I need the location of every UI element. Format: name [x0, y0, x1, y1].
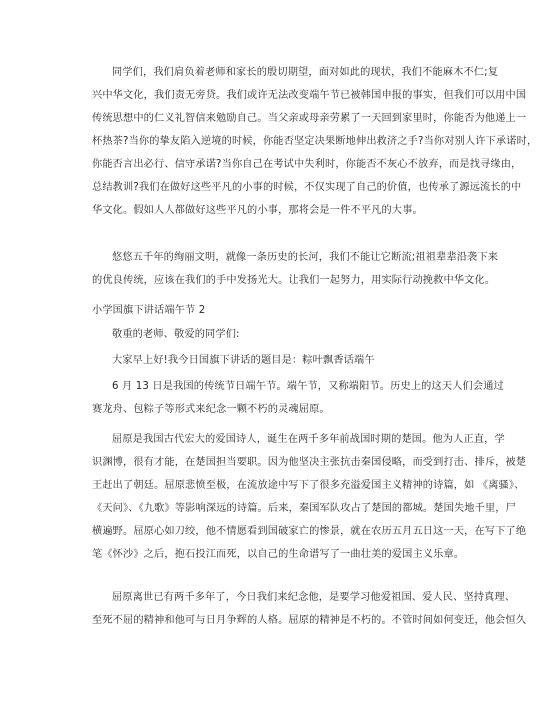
text-line: 6 月 13 日是我国的传统节日端午节。端午节，又称端阳节。历史上的这天人们会通过 — [112, 381, 504, 392]
text-line: 的优良传统，应该在我们的手中发扬光大。让我们一起努力，用实际行动挽救中华文化。 — [92, 275, 496, 286]
paragraph-civilization — [92, 246, 499, 292]
text-line: 悠悠五千年的绚丽文明，就像一条历史的长河，我们不能让它断流;祖祖辈辈沿袭下来 — [112, 252, 499, 263]
paragraph-cultural-heritage — [92, 61, 537, 222]
text-line: 总结教训?我们在做好这些平凡的小事的时候，不仅实现了自己的价值，也传承了源远流长的中 — [92, 182, 522, 193]
text-line: 兴中华文化，我们责无旁贷。我们或许无法改变端午节已被韩国申报的事实，但我们可以用中国 — [92, 90, 527, 101]
text-line: 笔《怀沙》之后，抱石投江而死，以自己的生命谱写了一曲壮美的爱国主义乐章。 — [92, 549, 465, 560]
paragraph-remembrance — [92, 586, 527, 632]
text-line: 杯热茶?当你的挚友陷入逆境的时候，你能否坚定决果断地伸出救济之手?当你对别人许下承诺时， — [92, 136, 537, 147]
text-line: 屈原是我国古代宏大的爱国诗人，诞生在两千多年前战国时期的楚国。他为人正直，学 — [112, 434, 505, 445]
text-line: 至死不屈的精神和他可与日月争辉的人格。屈原的精神是不朽的。不管时间如何变迁，他会恒久 — [92, 615, 527, 626]
text-line: 王赶出了朝廷。屈原悲愤至极，在流放途中写下了很多充溢爱国主义精神的诗篇，如 《离骚》、 — [92, 480, 525, 491]
text-line: 识渊博，很有才能，在楚国担当要职。因为他坚决主张抗击秦国侵略，而受到打击、排斥，被楚 — [92, 457, 527, 468]
section-title: 小学国旗下讲话端午节 2 — [92, 305, 206, 316]
text-line: 赛龙舟、包粽子等形式来纪念一颗不朽的灵魂屈原。 — [92, 404, 330, 415]
text-line: 《天问》、《九歌》等影响深远的诗篇。后来，秦国军队攻占了楚国的都城。楚国失地千里，尸 — [92, 503, 516, 514]
section-heading — [92, 299, 432, 322]
text-line: 屈原离世已有两千多年了，今日我们来纪念他，是要学习他爱祖国、爱人民、坚持真理、 — [112, 592, 516, 603]
text-line: 横遍野。屈原心如刀绞，他不情愿看到国破家亡的惨景，就在农历五月五日这一天，在写下了绝 — [92, 526, 527, 537]
text-line: 华文化。假如人人都做好这些平凡的小事，那将会是一件不平凡的大事。 — [92, 205, 423, 216]
text-line: 你能否言出必行、信守承诺?当你自己在考试中失利时，你能否不灰心不放弃，而是找寻缘由， — [92, 159, 522, 170]
paragraph-qu-yuan — [92, 428, 527, 566]
text-line: 大家早上好!我今日国旗下讲话的题目是：粽叶飘香话端午 — [112, 355, 375, 366]
text-line: 传统思想中的仁义礼智信来勉励自己。当父亲或母亲劳累了一天回到家里时，你能否为他递上一 — [92, 113, 527, 124]
text-line: 敬重的老师、敬爱的同学们: — [112, 329, 240, 340]
paragraph-dragon-boat-festival — [92, 375, 504, 421]
paragraph-greeting — [92, 323, 432, 346]
text-line: 同学们，我们肩负着老师和家长的殷切期望，面对如此的现状，我们不能麻木不仁;复 — [112, 67, 499, 78]
paragraph-speech-title — [92, 349, 432, 372]
